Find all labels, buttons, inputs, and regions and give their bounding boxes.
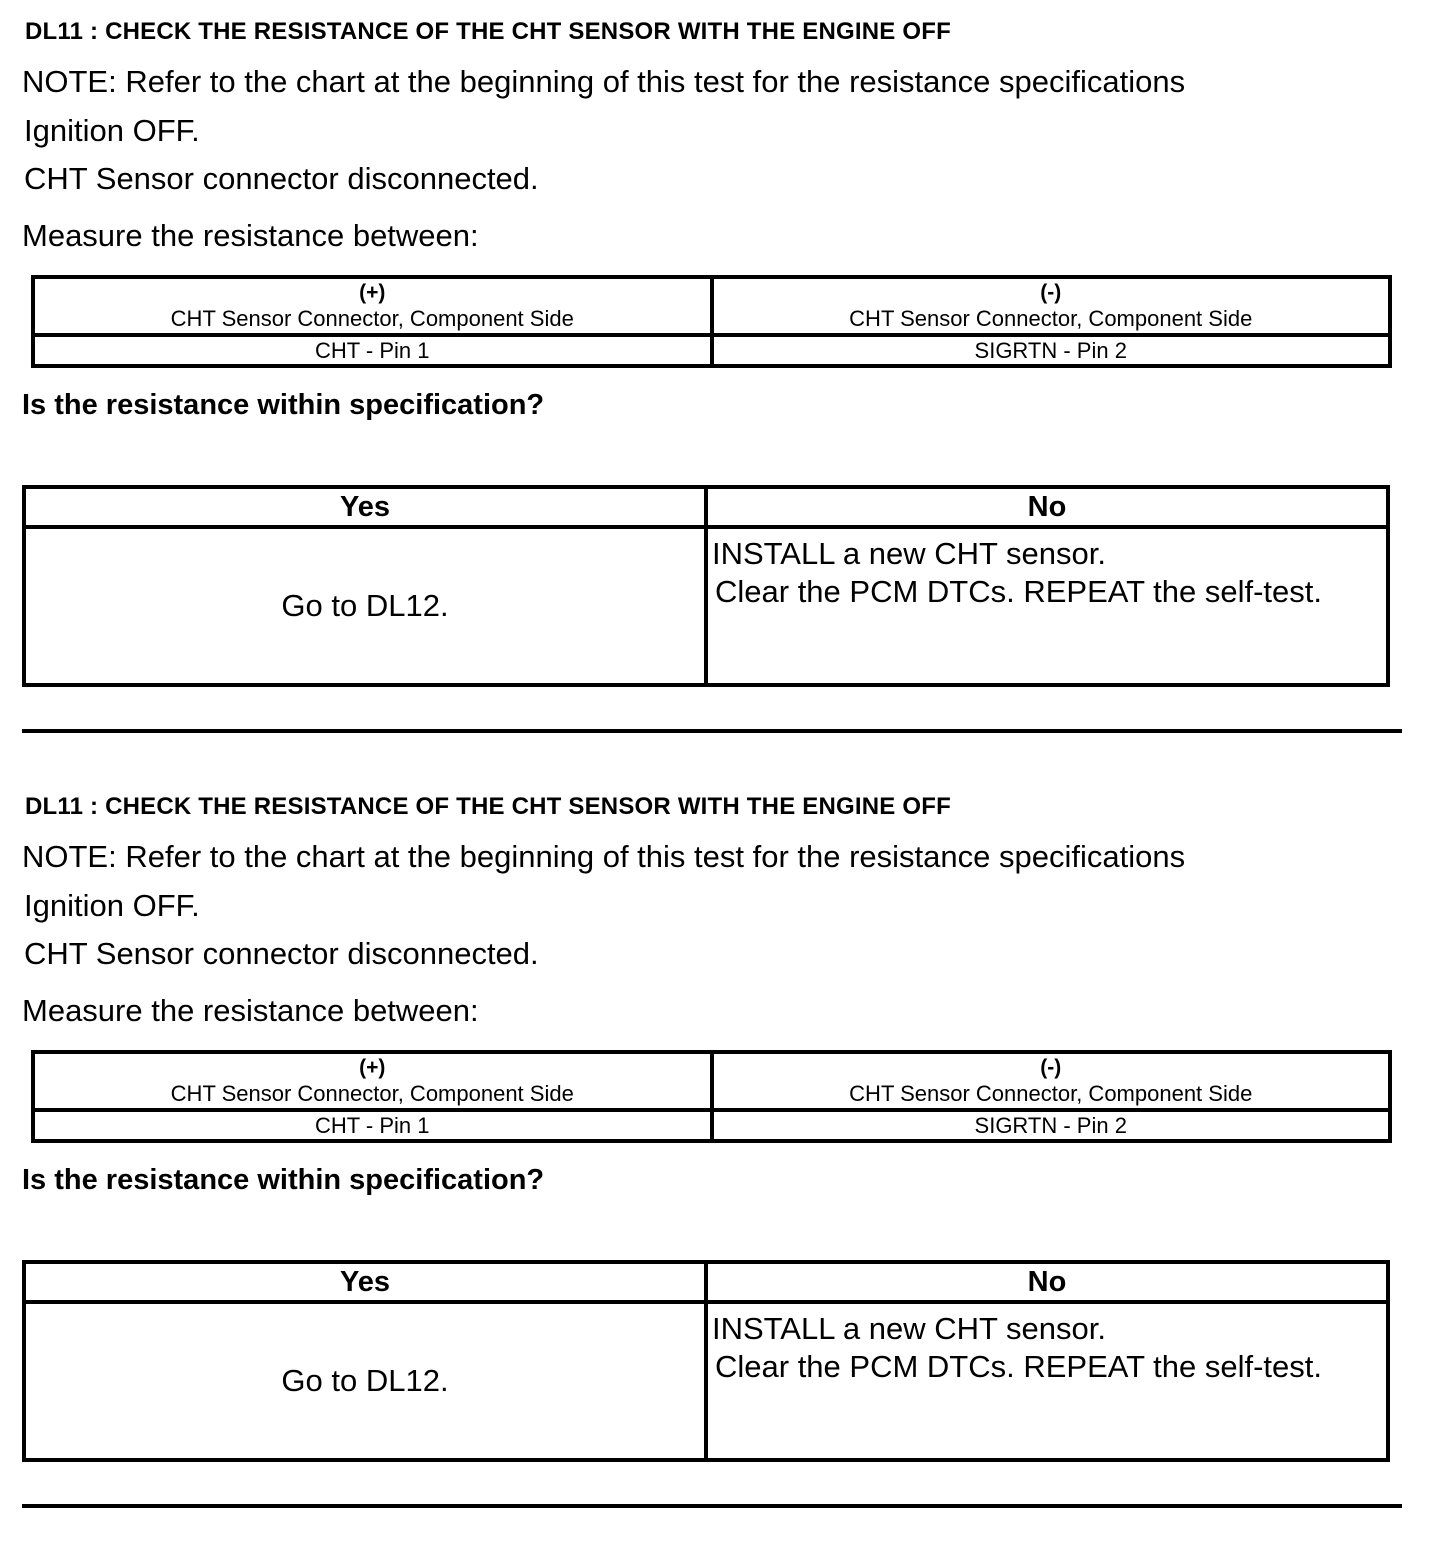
pin-table-header-row: [33, 1052, 1390, 1110]
pin-table: [31, 1050, 1392, 1143]
yes-no-body-row: [24, 527, 1388, 685]
step-title: DL11 : CHECK THE RESISTANCE OF THE CHT SENSOR WITH THE ENGINE OFF: [25, 793, 951, 820]
section-divider: [22, 1504, 1402, 1508]
no-header: No: [706, 1262, 1388, 1302]
no-action-line-2: Clear the PCM DTCs. REPEAT the self-test.: [715, 1349, 1322, 1384]
note-text: NOTE: Refer to the chart at the beginning of this test for the resistance specifications: [22, 839, 1186, 874]
spec-question: Is the resistance within specification?: [22, 389, 545, 421]
section-divider: [22, 729, 1402, 733]
negative-lead-header: [712, 277, 1391, 335]
negative-pin: SIGRTN - Pin 2: [712, 335, 1391, 366]
step-title: DL11 : CHECK THE RESISTANCE OF THE CHT SENSOR WITH THE ENGINE OFF: [25, 18, 951, 45]
pin-table-value-row: [33, 1110, 1390, 1141]
pin-table: [31, 275, 1392, 368]
measure-instruction: Measure the resistance between:: [22, 218, 479, 253]
positive-lead-header: [33, 277, 712, 335]
no-action-line-2: Clear the PCM DTCs. REPEAT the self-test.: [715, 574, 1322, 609]
positive-location: CHT Sensor Connector, Component Side: [170, 306, 574, 331]
positive-polarity: (+): [359, 1056, 386, 1079]
yes-no-header-row: [24, 1262, 1388, 1302]
positive-pin: CHT - Pin 1: [33, 335, 712, 366]
yes-no-table: [22, 485, 1390, 687]
ignition-instruction: Ignition OFF.: [24, 113, 200, 148]
note-text: NOTE: Refer to the chart at the beginning of this test for the resistance specifications: [22, 64, 1186, 99]
no-action-line-1: INSTALL a new CHT sensor.: [712, 536, 1106, 571]
positive-location: CHT Sensor Connector, Component Side: [170, 1081, 574, 1106]
test-step-section-2: [0, 775, 1440, 1551]
negative-lead-header: [712, 1052, 1391, 1110]
pin-table-header-row: [33, 277, 1390, 335]
yes-header: Yes: [24, 1262, 706, 1302]
negative-location: CHT Sensor Connector, Component Side: [849, 1081, 1253, 1106]
negative-pin: SIGRTN - Pin 2: [712, 1110, 1391, 1141]
yes-header: Yes: [24, 487, 706, 527]
pin-table-value-row: [33, 335, 1390, 366]
no-action-line-1: INSTALL a new CHT sensor.: [712, 1311, 1106, 1346]
yes-no-body-row: [24, 1302, 1388, 1460]
yes-action: Go to DL12.: [24, 1302, 706, 1460]
negative-polarity: (-): [1040, 281, 1062, 304]
positive-polarity: (+): [359, 281, 386, 304]
no-action: [706, 1302, 1388, 1460]
no-action: [706, 527, 1388, 685]
connector-instruction: CHT Sensor connector disconnected.: [24, 936, 539, 971]
yes-no-header-row: [24, 487, 1388, 527]
positive-lead-header: [33, 1052, 712, 1110]
connector-instruction: CHT Sensor connector disconnected.: [24, 161, 539, 196]
negative-polarity: (-): [1040, 1056, 1062, 1079]
ignition-instruction: Ignition OFF.: [24, 888, 200, 923]
positive-pin: CHT - Pin 1: [33, 1110, 712, 1141]
no-header: No: [706, 487, 1388, 527]
measure-instruction: Measure the resistance between:: [22, 993, 479, 1028]
yes-action: Go to DL12.: [24, 527, 706, 685]
spec-question: Is the resistance within specification?: [22, 1164, 545, 1196]
yes-no-table: [22, 1260, 1390, 1462]
negative-location: CHT Sensor Connector, Component Side: [849, 306, 1253, 331]
